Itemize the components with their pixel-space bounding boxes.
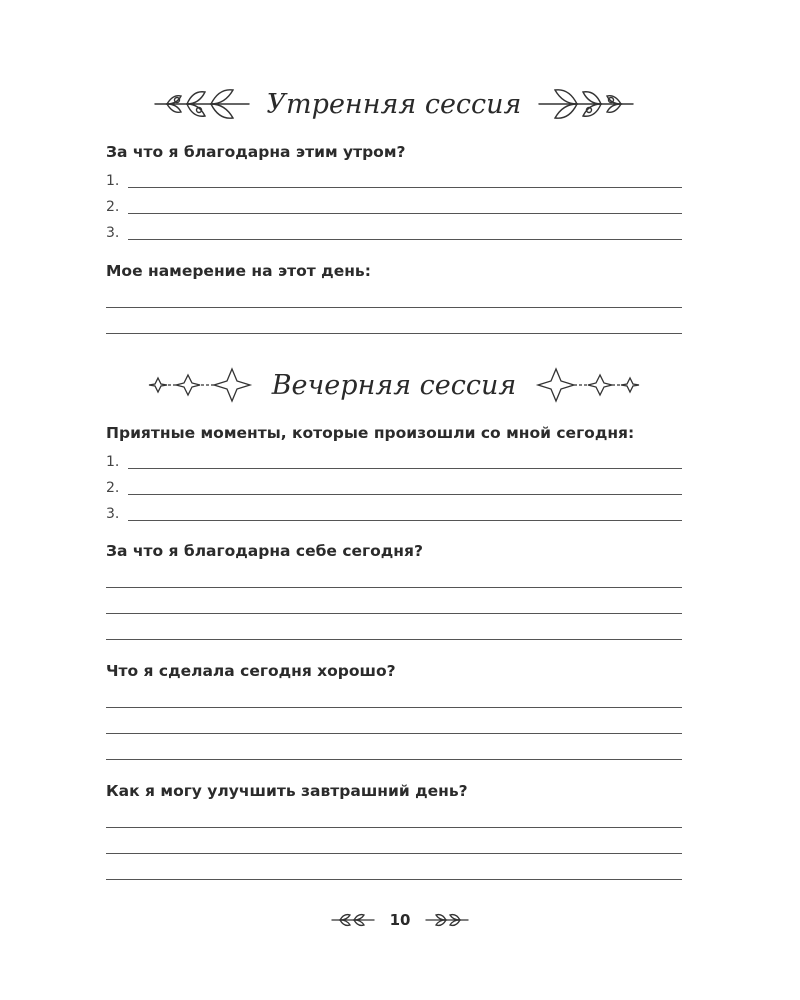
line-number: 3. bbox=[106, 225, 120, 241]
question-morning-intention: Мое намерение на этот день: bbox=[106, 262, 371, 280]
answer-line[interactable] bbox=[106, 170, 682, 190]
line-number: 2. bbox=[106, 480, 120, 496]
question-evening-self-gratitude: За что я благодарна себе сегодня? bbox=[106, 542, 423, 560]
question-evening-pleasant-moments: Приятные моменты, которые произошли со мной сегодня: bbox=[106, 424, 635, 442]
write-line bbox=[106, 293, 682, 308]
write-line bbox=[106, 839, 682, 854]
answer-line[interactable] bbox=[106, 836, 682, 856]
question-evening-improve-tomorrow: Как я могу улучшить завтрашний день? bbox=[106, 782, 468, 800]
answer-line[interactable] bbox=[106, 690, 682, 710]
answer-line[interactable] bbox=[106, 222, 682, 242]
answer-line[interactable] bbox=[106, 196, 682, 216]
write-line bbox=[106, 573, 682, 588]
write-line bbox=[106, 319, 682, 334]
answer-line[interactable] bbox=[106, 477, 682, 497]
write-line bbox=[106, 865, 682, 880]
leaf-branch-icon bbox=[153, 84, 253, 124]
page-number: 10 bbox=[389, 911, 411, 929]
write-line bbox=[106, 625, 682, 640]
evening-section-title: Вечерняя сессия bbox=[271, 369, 517, 401]
answer-line[interactable] bbox=[106, 316, 682, 336]
write-line bbox=[128, 454, 682, 469]
write-line bbox=[128, 225, 682, 240]
answer-line[interactable] bbox=[106, 570, 682, 590]
answer-line[interactable] bbox=[106, 622, 682, 642]
answer-line[interactable] bbox=[106, 862, 682, 882]
write-line bbox=[128, 173, 682, 188]
answer-line[interactable] bbox=[106, 742, 682, 762]
write-line bbox=[128, 506, 682, 521]
line-number: 3. bbox=[106, 506, 120, 522]
write-line bbox=[128, 480, 682, 495]
answer-line[interactable] bbox=[106, 290, 682, 310]
answer-line[interactable] bbox=[106, 503, 682, 523]
star-chain-icon bbox=[530, 365, 640, 405]
answer-line[interactable] bbox=[106, 596, 682, 616]
question-morning-gratitude: За что я благодарна этим утром? bbox=[106, 143, 406, 161]
star-chain-icon bbox=[148, 365, 258, 405]
write-line bbox=[106, 719, 682, 734]
line-number: 2. bbox=[106, 199, 120, 215]
leaf-flourish-icon bbox=[424, 910, 470, 930]
write-line bbox=[106, 693, 682, 708]
write-line bbox=[106, 745, 682, 760]
answer-line[interactable] bbox=[106, 810, 682, 830]
answer-line[interactable] bbox=[106, 451, 682, 471]
write-line bbox=[106, 599, 682, 614]
answer-line[interactable] bbox=[106, 716, 682, 736]
line-number: 1. bbox=[106, 173, 120, 189]
write-line bbox=[128, 199, 682, 214]
write-line bbox=[106, 813, 682, 828]
morning-section-header bbox=[106, 84, 682, 124]
line-number: 1. bbox=[106, 454, 120, 470]
question-evening-done-well: Что я сделала сегодня хорошо? bbox=[106, 662, 396, 680]
evening-section-header bbox=[106, 365, 682, 405]
leaf-flourish-icon bbox=[330, 910, 376, 930]
page-footer bbox=[0, 910, 800, 930]
morning-section-title: Утренняя сессия bbox=[266, 88, 522, 120]
leaf-branch-icon bbox=[535, 84, 635, 124]
